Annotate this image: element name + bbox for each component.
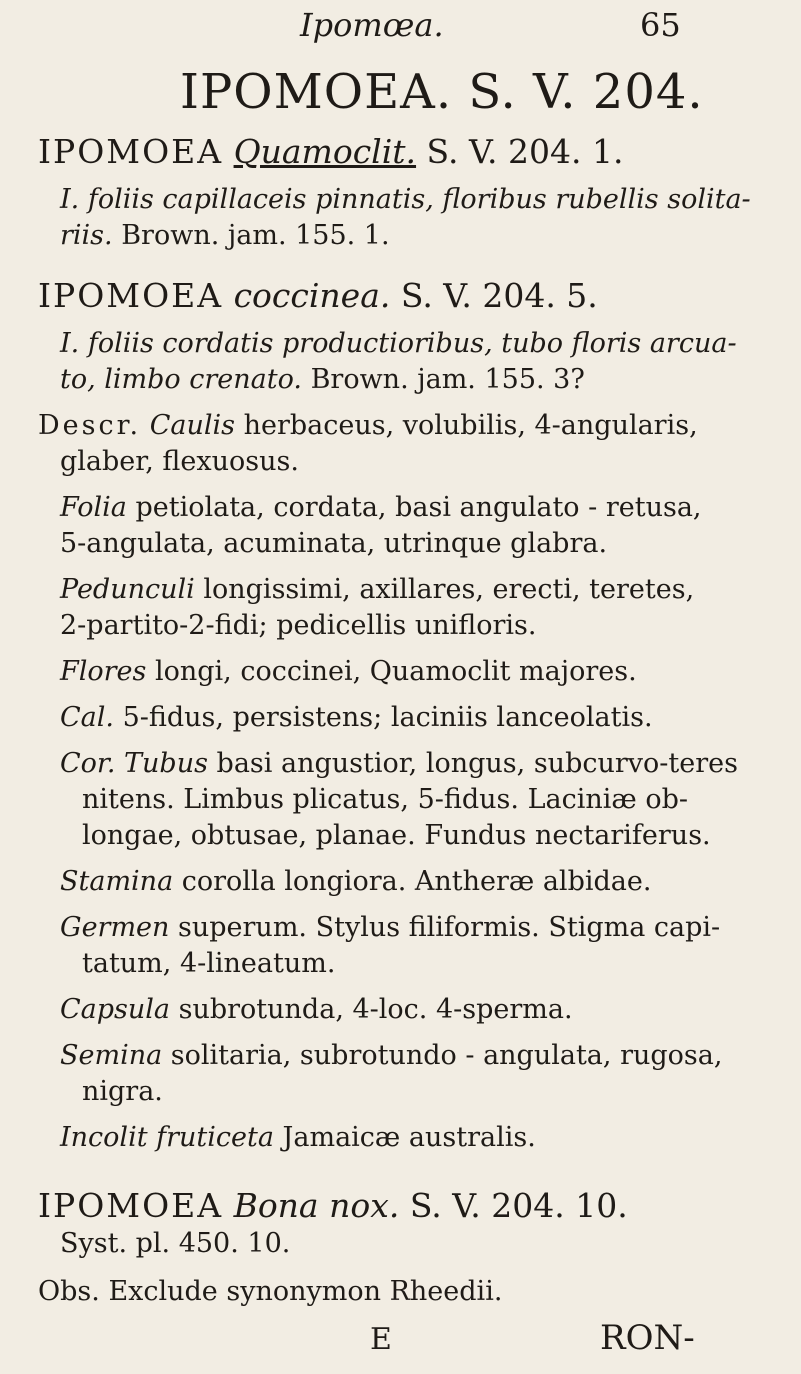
description-line: nigra.: [82, 1076, 163, 1107]
diagnosis-line: to, limbo crenato. Brown. jam. 155. 3?: [60, 364, 585, 395]
description-line: glaber, flexuosus.: [60, 446, 299, 477]
description-line: tatum, 4-lineatum.: [82, 948, 336, 979]
description-line: Germen superum. Stylus filiformis. Stigma capi-: [60, 912, 721, 943]
description-line: Cal. 5-fidus, persistens; laciniis lanceolatis.: [60, 702, 653, 733]
page-number: 65: [640, 6, 681, 44]
signature-mark: E: [370, 1322, 392, 1357]
description-line: 2-partito-2-fidi; pedicellis unifloris.: [60, 610, 537, 641]
species-name: Quamoclit.: [233, 132, 417, 171]
entry-coccinea-heading: [38, 276, 598, 315]
genus-name: IPOMOEA: [38, 132, 224, 171]
catchword: RON-: [600, 1318, 695, 1358]
diagnosis-line: I. foliis capillaceis pinnatis, floribus rubellis solita-: [60, 184, 751, 215]
genus-name: IPOMOEA: [38, 1186, 224, 1225]
reference: S. V. 204. 10.: [409, 1186, 628, 1225]
reference-line: Syst. pl. 450. 10.: [60, 1228, 291, 1259]
running-head: Ipomœa.: [300, 6, 444, 44]
description-line: Incolit fruticeta Jamaicæ australis.: [60, 1122, 536, 1153]
description-line: Pedunculi longissimi, axillares, erecti, teretes,: [60, 574, 695, 605]
page-title: IPOMOEA. S. V. 204.: [180, 64, 704, 120]
description-line: nitens. Limbus plicatus, 5-fidus. Laciniæ ob-: [82, 784, 689, 815]
description-line: Cor. Tubus basi angustior, longus, subcurvo-teres: [60, 748, 738, 779]
description-line: Flores longi, coccinei, Quamoclit majores.: [60, 656, 637, 687]
description-line: Stamina corolla longiora. Antheræ albidae.: [60, 866, 652, 897]
genus-name: IPOMOEA: [38, 276, 224, 315]
species-name: Bona nox.: [233, 1186, 400, 1225]
description-line: Capsula subrotunda, 4-loc. 4-sperma.: [60, 994, 573, 1025]
diagnosis-line: riis. Brown. jam. 155. 1.: [60, 220, 390, 251]
reference: S. V. 204. 1.: [426, 132, 624, 171]
entry-quamoclit-heading: [38, 132, 623, 171]
description-line: 5-angulata, acuminata, utrinque glabra.: [60, 528, 608, 559]
observation-line: Obs. Exclude synonymon Rheedii.: [38, 1276, 503, 1307]
description-line: Semina solitaria, subrotundo - angulata, rugosa,: [60, 1040, 723, 1071]
description-line: Folia petiolata, cordata, basi angulato - retusa,: [60, 492, 702, 523]
description-line: Descr. Caulis herbaceus, volubilis, 4-angularis,: [38, 410, 698, 441]
description-line: longae, obtusae, planae. Fundus nectariferus.: [82, 820, 711, 851]
diagnosis-line: I. foliis cordatis productioribus, tubo floris arcua-: [60, 328, 737, 359]
reference: S. V. 204. 5.: [400, 276, 598, 315]
entry-bona-nox-heading: [38, 1186, 628, 1225]
species-name: coccinea.: [233, 276, 391, 315]
